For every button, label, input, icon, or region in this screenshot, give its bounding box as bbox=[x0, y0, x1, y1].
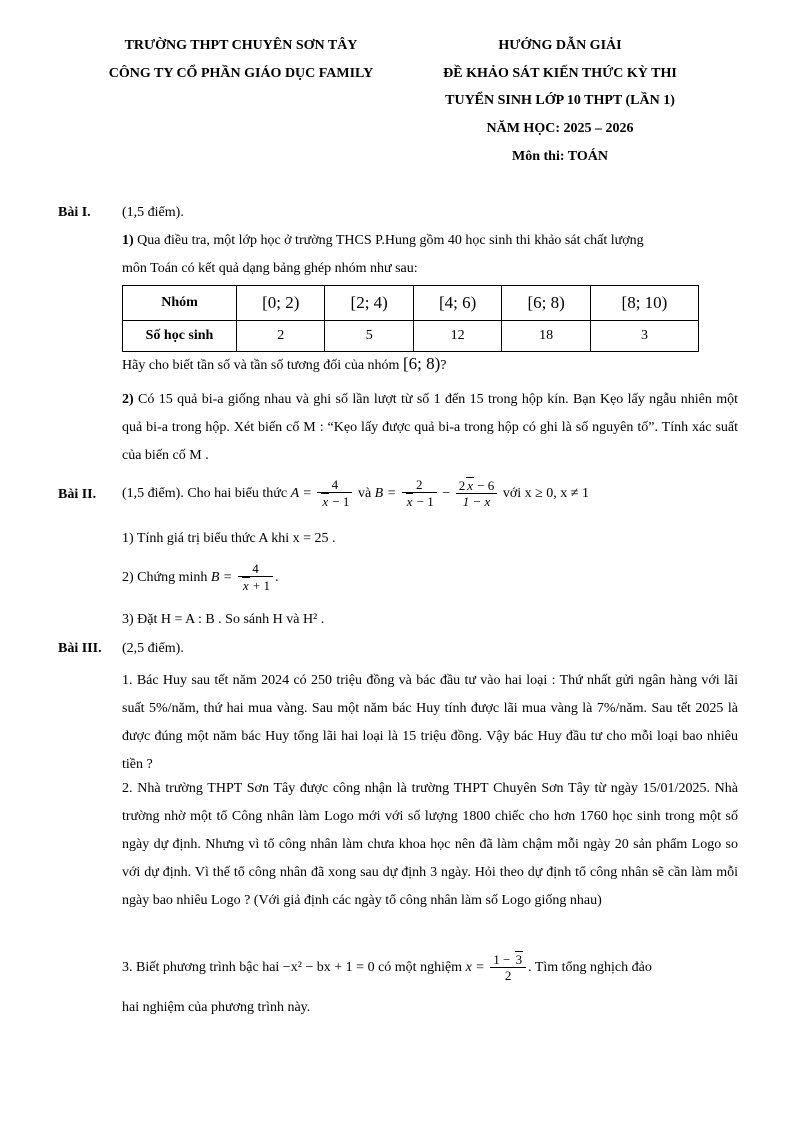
bai2-q3: 3) Đặt H = A : B . So sánh H và H² . bbox=[122, 612, 325, 627]
bai3-p3-numerator bbox=[490, 951, 526, 968]
count-cell: 3 bbox=[590, 321, 698, 352]
table-row-groups bbox=[123, 286, 699, 321]
school-year: NĂM HỌC: 2025 – 2026 bbox=[486, 121, 634, 136]
bai3-p3-line1 bbox=[122, 948, 652, 988]
group-cell: [4; 6) bbox=[413, 286, 501, 321]
count-cell: 18 bbox=[502, 321, 590, 352]
bai3-p3-num-head: 1 − bbox=[493, 952, 514, 968]
bai2-q2-end: . bbox=[275, 570, 279, 585]
document-title: HƯỚNG DẪN GIẢI bbox=[498, 38, 622, 53]
expr-b-f1-denominator bbox=[402, 493, 437, 510]
minus-sign: − bbox=[442, 486, 454, 501]
sqrt-x: x bbox=[467, 478, 473, 494]
count-cell: 2 bbox=[237, 321, 325, 352]
and-word: và bbox=[357, 486, 375, 501]
expr-b-f1-den-tail: − 1 bbox=[413, 494, 434, 510]
bai1-q1-line2: môn Toán có kết quả dạng bảng ghép nhóm như sau: bbox=[122, 261, 418, 276]
sqrt-x: x bbox=[322, 494, 329, 510]
expr-b-fraction1 bbox=[402, 477, 437, 510]
bai2-q1: 1) Tính giá trị biểu thức A khi x = 25 . bbox=[122, 531, 336, 546]
expr-a-denominator bbox=[317, 493, 352, 510]
subject: Môn thi: TOÁN bbox=[512, 149, 608, 164]
expr-b-f2-num-head: 2 bbox=[458, 478, 466, 494]
bai1-q2-number: 2) bbox=[122, 392, 134, 407]
bai1-q1-question-end: ? bbox=[440, 358, 447, 373]
bai2-condition: với x ≥ 0, x ≠ 1 bbox=[502, 486, 589, 501]
expr-a-numerator: 4 bbox=[317, 477, 352, 493]
expr-a-label: A = bbox=[290, 486, 312, 501]
count-cell: 12 bbox=[413, 321, 501, 352]
bai1-q1-group: [6; 8) bbox=[402, 354, 441, 373]
bai1-q1-number: 1) bbox=[122, 233, 134, 248]
bai2-q2-den-tail: + 1 bbox=[249, 578, 270, 594]
bai2-label: Bài II. bbox=[58, 487, 97, 502]
count-cell: 5 bbox=[325, 321, 413, 352]
bai3-p3-fraction bbox=[490, 951, 526, 984]
bai3-p3-x: x = bbox=[465, 960, 485, 975]
bai2-q2-denominator bbox=[238, 577, 273, 594]
sqrt-x: x bbox=[406, 494, 413, 510]
bai3-points: (2,5 điểm). bbox=[122, 641, 184, 656]
company-name: CÔNG TY CỔ PHẦN GIÁO DỤC FAMILY bbox=[108, 66, 374, 81]
expr-b-f2-denominator: 1 − x bbox=[462, 494, 491, 510]
bai3-label: Bài III. bbox=[58, 641, 102, 656]
table-head-so-hoc-sinh: Số học sinh bbox=[123, 321, 237, 352]
bai1-q1-question-text: Hãy cho biết tần số và tần số tương đối của nhóm bbox=[122, 358, 403, 373]
bai1-q2 bbox=[122, 386, 738, 470]
bai1-q1-line1 bbox=[122, 233, 644, 249]
bai2-intro: (1,5 điểm). Cho hai biểu thức bbox=[122, 486, 291, 501]
bai3-p2: 2. Nhà trường THPT Sơn Tây được công nhận là trường THPT Chuyên Sơn Tây từ ngày 15/01/2025. Nhà trường nhờ một tổ Công nhân làm Logo mới với số lượng 1800 chiếc cho hơn 1760 học sinh trong một số ngày dự định. Nhưng vì tổ công nhân làm chưa khoa học nên đã làm chậm mỗi ngày 20 sản phẩm Logo so với dự định. Vì thế tổ công nhân đã xong sau dự định 3 ngày. Hỏi theo dự định tổ công nhân sẽ cần làm mỗi ngày bao nhiêu Logo ? (Với giả định các ngày tổ công nhân làm số Logo giống nhau) bbox=[122, 781, 738, 908]
bai1-q1-question bbox=[122, 354, 446, 374]
bai2-intro-line bbox=[122, 474, 589, 514]
sqrt-3: 3 bbox=[515, 952, 523, 968]
bai2-q2-numerator: 4 bbox=[238, 561, 273, 577]
bai2-q2 bbox=[122, 558, 279, 598]
bai3-p3-text-a: 3. Biết phương trình bậc hai −x² − bx + 1 = 0 có một nghiệm bbox=[122, 960, 466, 975]
group-cell: [0; 2) bbox=[237, 286, 325, 321]
bai1-label: Bài I. bbox=[58, 205, 91, 220]
bai2-q2-pre: 2) Chứng minh bbox=[122, 570, 211, 585]
sqrt-x: x bbox=[242, 578, 249, 594]
bai1-q1-text-a: Qua điều tra, một lớp học ở trường THCS P.Hung gồm 40 học sinh thi khảo sát chất lượng bbox=[133, 233, 644, 248]
frequency-table bbox=[122, 285, 699, 352]
bai3-p3-denominator: 2 bbox=[504, 968, 512, 984]
expr-b-fraction2 bbox=[456, 477, 498, 510]
expr-b-f2-num-tail: − 6 bbox=[473, 478, 495, 494]
bai1-q2-text: Có 15 quả bi-a giống nhau và ghi số lần lượt từ số 1 đến 15 trong hộp kín. Bạn Kẹo lấy ngẫu nhiên một quả bi-a trong hộp. Xét biến cố M : “Kẹo lấy được quả bi-a trong hộp có ghi là số nguyên tố”. Tính xác suất của biến cố M . bbox=[122, 392, 738, 463]
exam-title-line2: TUYỂN SINH LỚP 10 THPT (LẦN 1) bbox=[445, 93, 675, 108]
expr-b-f2-numerator bbox=[456, 477, 498, 494]
bai3-p3-text-b: . Tìm tổng nghịch đảo bbox=[528, 960, 652, 975]
bai3-p1: 1. Bác Huy sau tết năm 2024 có 250 triệu đồng và bác đầu tư vào hai loại : Thứ nhất gửi ngân hàng với lãi suất 5%/năm, thứ hai mua vàng. Sau một năm bác Huy tính được lãi mua vàng là 7%/năm. Sau tết 2025 là được đúng một năm bác Huy tổng lãi hai loại là 15 triệu đồng. Vậy bác Huy đầu tư cho mỗi loại bao nhiêu tiền ? bbox=[122, 673, 738, 772]
table-row-counts bbox=[123, 321, 699, 352]
table-head-nhom: Nhóm bbox=[123, 286, 237, 321]
bai2-q2-fraction bbox=[238, 561, 273, 594]
expr-a-den-tail: − 1 bbox=[329, 494, 350, 510]
bai1-points: (1,5 điểm). bbox=[122, 205, 184, 220]
bai3-p3-line2: hai nghiệm của phương trình này. bbox=[122, 1000, 311, 1015]
exam-title-line1: ĐỀ KHẢO SÁT KIẾN THỨC KỲ THI bbox=[443, 66, 677, 81]
school-name: TRƯỜNG THPT CHUYÊN SƠN TÂY bbox=[124, 38, 358, 53]
expr-a-fraction bbox=[317, 477, 352, 510]
group-cell: [2; 4) bbox=[325, 286, 413, 321]
bai2-q2-b: B = bbox=[210, 570, 233, 585]
group-cell: [8; 10) bbox=[590, 286, 698, 321]
expr-b-label: B = bbox=[374, 486, 397, 501]
expr-b-f1-numerator: 2 bbox=[402, 477, 437, 493]
group-cell: [6; 8) bbox=[502, 286, 590, 321]
